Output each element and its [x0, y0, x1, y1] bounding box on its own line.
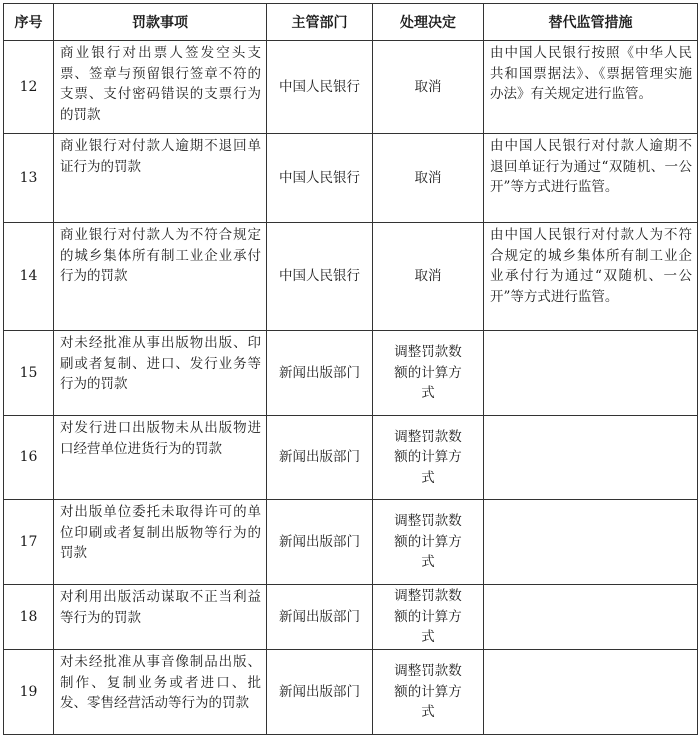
header-seq: 序号 [4, 4, 54, 41]
row-measure: 由中国人民银行对付款人逾期不退回单证行为通过“双随机、一公开”等方式进行监管。 [484, 134, 698, 223]
row-dept: 新闻出版部门 [267, 585, 373, 650]
table-row [4, 650, 698, 735]
row-decision: 取消 [373, 223, 484, 331]
row-measure [484, 650, 698, 735]
row-dept: 新闻出版部门 [267, 416, 373, 500]
header-measure: 替代监管措施 [484, 4, 698, 41]
header-dept: 主管部门 [267, 4, 373, 41]
row-matter: 对利用出版活动谋取不正当利益等行为的罚款 [54, 585, 267, 650]
row-seq: 14 [4, 223, 54, 331]
row-matter: 对发行进口出版物未从出版物进口经营单位进货行为的罚款 [54, 416, 267, 500]
row-matter: 对出版单位委托未取得许可的单位印刷或者复制出版物等行为的罚款 [54, 500, 267, 585]
table-row [4, 223, 698, 331]
table-row [4, 585, 698, 650]
row-measure [484, 585, 698, 650]
row-dept: 新闻出版部门 [267, 650, 373, 735]
table-row [4, 500, 698, 585]
table-row [4, 416, 698, 500]
row-decision: 调整罚款数额的计算方式 [373, 416, 484, 500]
row-matter: 商业银行对出票人签发空头支票、签章与预留银行签章不符的支票、支付密码错误的支票行为的罚款 [54, 41, 267, 134]
row-dept: 中国人民银行 [267, 134, 373, 223]
row-measure [484, 331, 698, 416]
row-seq: 13 [4, 134, 54, 223]
penalty-table [3, 3, 698, 735]
row-matter: 对未经批准从事音像制品出版、制作、复制业务或者进口、批发、零售经营活动等行为的罚款 [54, 650, 267, 735]
row-measure [484, 416, 698, 500]
row-decision: 调整罚款数额的计算方式 [373, 500, 484, 585]
row-decision: 调整罚款数额的计算方式 [373, 331, 484, 416]
header-decision: 处理决定 [373, 4, 484, 41]
row-measure: 由中国人民银行对付款人为不符合规定的城乡集体所有制工业企业承付行为通过“双随机、一公开”等方式进行监管。 [484, 223, 698, 331]
row-dept: 新闻出版部门 [267, 500, 373, 585]
row-seq: 15 [4, 331, 54, 416]
table-row [4, 41, 698, 134]
row-decision: 取消 [373, 41, 484, 134]
row-decision: 取消 [373, 134, 484, 223]
row-seq: 18 [4, 585, 54, 650]
row-dept: 新闻出版部门 [267, 331, 373, 416]
row-matter: 对未经批准从事出版物出版、印刷或者复制、进口、发行业务等行为的罚款 [54, 331, 267, 416]
table-row [4, 134, 698, 223]
row-dept: 中国人民银行 [267, 41, 373, 134]
table-row [4, 331, 698, 416]
row-seq: 12 [4, 41, 54, 134]
row-dept: 中国人民银行 [267, 223, 373, 331]
row-matter: 商业银行对付款人逾期不退回单证行为的罚款 [54, 134, 267, 223]
row-matter: 商业银行对付款人为不符合规定的城乡集体所有制工业企业承付行为的罚款 [54, 223, 267, 331]
row-seq: 19 [4, 650, 54, 735]
header-matter: 罚款事项 [54, 4, 267, 41]
row-decision: 调整罚款数额的计算方式 [373, 585, 484, 650]
row-measure [484, 500, 698, 585]
row-seq: 17 [4, 500, 54, 585]
table-header-row [4, 4, 698, 41]
row-measure: 由中国人民银行按照《中华人民共和国票据法》、《票据管理实施办法》有关规定进行监管。 [484, 41, 698, 134]
row-decision: 调整罚款数额的计算方式 [373, 650, 484, 735]
row-seq: 16 [4, 416, 54, 500]
